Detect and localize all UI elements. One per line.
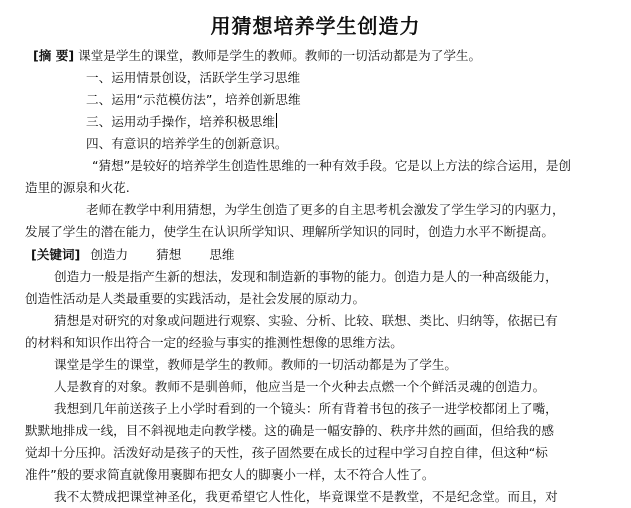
keywords-label: [关键词] (31, 247, 81, 262)
body-para-5-line-1: 我想到几年前送孩子上小学时看到的一个镜头：所有背着书包的孩子一进学校都闭上了嘴， (54, 401, 558, 416)
document-title: 用猜想培养学生创造力 (210, 14, 421, 38)
body-para-2-line-1: 猜想是对研究的对象或问题进行观察、实验、分析、比较、联想、类比、归纳等，依据已有 (54, 313, 558, 328)
abstract-point-2: 二、运用“示范模仿法”，培养创新思维 (86, 92, 301, 107)
abstract-para-1-line-2: 造里的源泉和火花. (25, 180, 130, 195)
keyword-item: 猜想 (156, 247, 182, 262)
body-para-3: 课堂是学生的课堂，教师是学生的教师。教师的一切活动都是为了学生。 (54, 357, 457, 372)
body-para-5-line-4: 准件”般的要求简直就像用裹脚布把女人的脚裹小一样，太不符合人性了。 (25, 467, 435, 482)
abstract-point-4: 四、有意识的培养学生的创新意识。 (86, 136, 288, 151)
keyword-item: 创造力 (90, 247, 129, 262)
abstract-para-2-line-2: 发展了学生的潜在能力，使学生在认识所学知识、理解所学知识的同时，创造力水平不断提高。 (25, 224, 554, 239)
body-para-5-line-2: 默默地排成一线，目不斜视地走向教学楼。这的确是一幅安静的、秩序井然的画面，但给我的感 (25, 423, 554, 438)
abstract-point-3-line (86, 111, 277, 133)
abstract-label: [摘 要] (33, 48, 75, 63)
body-para-1-line-2: 创造性活动是人类最重要的实践活动，是社会发展的原动力。 (25, 291, 366, 306)
keywords-line (31, 244, 235, 266)
body-para-1-line-1: 创造力一般是指产生新的想法，发现和制造新的事物的能力。创造力是人的一种高级能力， (54, 269, 558, 284)
abstract-para-1-line-1: “猜想”是较好的培养学生创造性思维的一种有效手段。它是以上方法的综合运用，是创 (92, 158, 572, 173)
abstract-point-1: 一、运用情景创设，活跃学生学习思维 (86, 70, 301, 85)
abstract-intro: 课堂是学生的课堂，教师是学生的教师。教师的一切活动都是为了学生。 (78, 48, 482, 63)
body-para-2-line-2: 的材料和知识作出符合一定的经验与事实的推测性想像的思维方法。 (25, 335, 403, 350)
body-para-4: 人是教育的对象。教师不是驯兽师，他应当是一个火种去点燃一个个鲜活灵魂的创造力。 (54, 379, 546, 394)
body-para-6: 我不太赞成把课堂神圣化，我更希望它人性化，毕竟课堂不是教堂，不是纪念堂。而且，对 (54, 489, 558, 504)
text-cursor (276, 113, 277, 128)
abstract-point-3: 三、运用动手操作，培养积极思维 (86, 114, 275, 129)
body-para-5-line-3: 觉却十分压抑。活泼好动是孩子的天性，孩子固然要在成长的过程中学习自控自律，但这种“标 (25, 445, 548, 460)
abstract-intro-line (33, 45, 481, 67)
abstract-para-2-line-1: 老师在教学中利用猜想，为学生创造了更多的自主思考机会激发了学生学习的内驱力， (86, 202, 565, 217)
keyword-item: 思维 (209, 247, 235, 262)
